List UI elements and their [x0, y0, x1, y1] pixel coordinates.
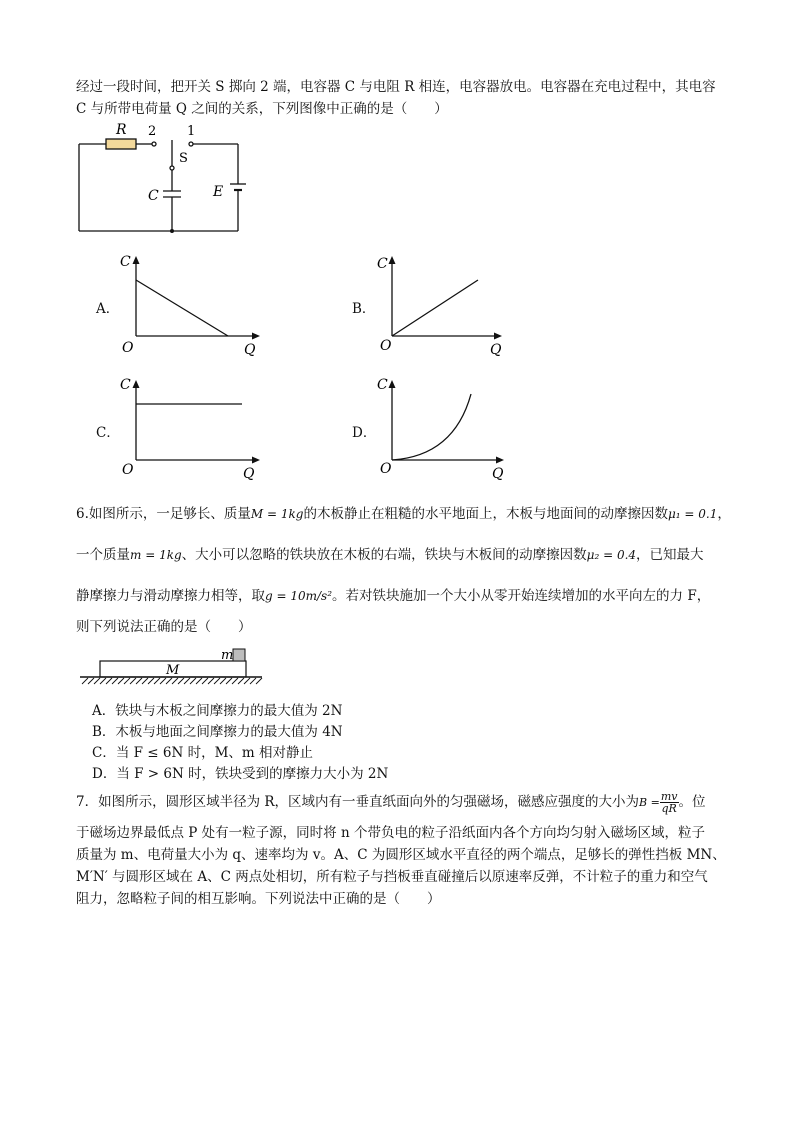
- q6-line-2: 一个质量m = 1kg、大小可以忽略的铁块放在木板的右端，铁块与木板间的动摩擦因数μ₂ = 0.4，已知最大: [76, 547, 704, 563]
- graph-option-d: [372, 374, 522, 484]
- graph-c-origin: O: [122, 462, 134, 478]
- q6-option-c[interactable]: C．当 F ≤ 6N 时，M、m 相对静止: [92, 745, 313, 761]
- graph-a-y-label: C: [120, 254, 131, 270]
- ground-hatch: [82, 678, 262, 684]
- resistor: [106, 139, 136, 149]
- graph-d-curve: [392, 394, 471, 460]
- q7-line-3: 质量为 m、电荷量大小为 q、速率均为 v。A、C 为圆形区域水平直径的两个端点，足够长的弹性挡板 MN、: [76, 847, 726, 863]
- graph-b-line: [392, 280, 478, 336]
- graph-b-x-label: Q: [490, 342, 502, 358]
- graph-option-c: [116, 374, 266, 484]
- graph-b-origin: O: [380, 338, 392, 354]
- q7-line-1: 7．如图所示，圆形区域半径为 R，区域内有一垂直纸面向外的匀强磁场，磁感应强度的大小为B = $\frac{mv}{qR}$ 。位: [76, 790, 706, 815]
- graph-d-y-label: C: [377, 377, 388, 393]
- graph-d-x-label: Q: [492, 466, 504, 482]
- graph-d-origin: O: [380, 461, 392, 477]
- q7-fraction: $\frac{mv}{qR}$: [660, 790, 678, 815]
- graph-option-b: [372, 250, 522, 360]
- circuit-diagram: [74, 118, 249, 238]
- q6-line-3: 静摩擦力与滑动摩擦力相等，取g = 10m/s²。若对铁块施加一个大小从零开始连续增加的水平向左的力 F，: [76, 588, 711, 604]
- q6-line-1: 6.如图所示，一足够长、质量M = 1kg的木板静止在粗糙的水平地面上，木板与地面间的动摩擦因数μ₁ = 0.1，: [76, 506, 731, 522]
- option-d-label[interactable]: D．: [352, 425, 377, 441]
- block-label: m: [221, 648, 234, 663]
- label-s: S: [179, 151, 188, 166]
- option-b-label[interactable]: B．: [352, 301, 376, 317]
- q6-option-a[interactable]: A．铁块与木板之间摩擦力的最大值为 2N: [92, 703, 343, 719]
- graph-c-y-label: C: [120, 377, 131, 393]
- option-c-label[interactable]: C．: [96, 425, 120, 441]
- label-1: 1: [187, 124, 196, 139]
- graph-option-a: [116, 250, 266, 360]
- q7-line-2: 于磁场边界最低点 P 处有一粒子源，同时将 n 个带负电的粒子沿纸面内各个方向均匀射入磁场区域，粒子: [76, 825, 705, 841]
- label-c: C: [148, 188, 159, 204]
- label-2: 2: [148, 124, 157, 139]
- q6-option-d[interactable]: D．当 F > 6N 时，铁块受到的摩擦力大小为 2N: [92, 766, 389, 782]
- q6-option-b[interactable]: B．木板与地面之间摩擦力的最大值为 4N: [92, 724, 343, 740]
- q7-line-5: 阻力，忽略粒子间的相互影响。下列说法中正确的是（ ）: [76, 891, 441, 907]
- q5-line-1: 经过一段时间，把开关 S 掷向 2 端，电容器 C 与电阻 R 相连，电容器放电。电容器在充电过程中，其电容: [76, 79, 716, 95]
- label-e: E: [213, 184, 224, 200]
- option-a-label[interactable]: A．: [96, 301, 120, 317]
- board-block-figure: [76, 644, 266, 692]
- q6-line-4: 则下列说法正确的是（ ）: [76, 619, 252, 635]
- graph-b-y-label: C: [377, 256, 388, 272]
- q5-line-2: C 与所带电荷量 Q 之间的关系，下列图像中正确的是（ ）: [76, 101, 448, 117]
- block: [233, 649, 245, 661]
- graph-a-x-label: Q: [244, 342, 256, 358]
- graph-a-line: [136, 280, 228, 336]
- graph-a-origin: O: [122, 340, 134, 356]
- label-r: R: [116, 122, 127, 138]
- graph-c-x-label: Q: [243, 466, 255, 482]
- q7-line-4: M′N′ 与圆形区域在 A、C 两点处相切，所有粒子与挡板垂直碰撞后以原速率反弹，不计粒子的重力和空气: [76, 869, 708, 885]
- board-label: M: [166, 663, 180, 678]
